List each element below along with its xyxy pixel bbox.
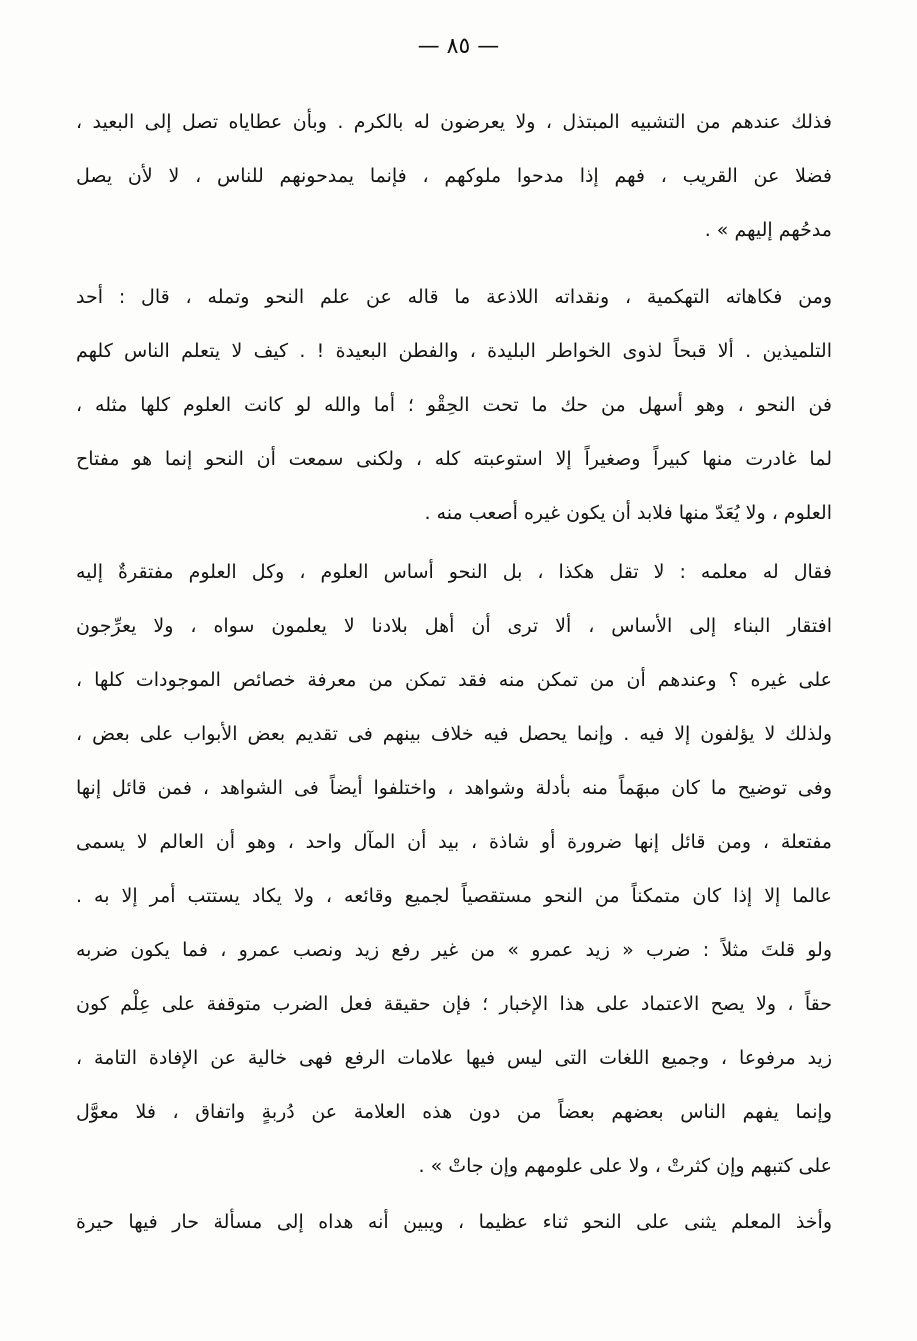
paragraph-4 [76, 1195, 832, 1249]
text-line: فقال له معلمه : لا تقل هكذا ، بل النحو أساس العلوم ، وكل العلوم مفتقرةٌ إليه [76, 561, 832, 583]
text-line: مفتعلة ، ومن قائل إنها ضرورة أو شاذة ، بيد أن المآل واحد ، وهو أن العالم لا يسمى [76, 831, 832, 853]
text-line: على غيره ؟ وعندهم أن من تمكن منه فقد تمكن من معرفة خصائص الموجودات كلها ، [76, 669, 832, 691]
text-line: حقاً ، ولا يصح الاعتماد على هذا الإخبار ؛ فإن حقيقة فعل الضرب متوقفة على عِلْم كون [76, 993, 832, 1015]
text-line: فضلا عن القريب ، فهم إذا مدحوا ملوكهم ، فإنما يمدحونهم للناس ، لا لأن يصل [76, 165, 832, 187]
text-line: ومن فكاهاته التهكمية ، ونقداته اللاذعة ما قاله عن علم النحو وتمله ، قال : أحد [76, 286, 832, 308]
text-line: العلوم ، ولا يُعَدّ منها فلابد أن يكون غيره أصعب منه . [424, 502, 832, 524]
text-line: ولو قلتَ مثلاً : ضرب « زيد عمرو » من غير رفع زيد ونصب عمرو ، فما يكون ضربه [76, 939, 832, 961]
paragraph-2 [76, 270, 832, 540]
text-line: وفى توضيح ما كان مبهَماً منه بأدلة وشواهد ، واختلفوا أيضاً فى الشواهد ، فمن قائل إنها [76, 777, 832, 799]
paragraph-1 [76, 95, 832, 257]
text-line: زيد مرفوعا ، وجميع اللغات التى ليس فيها علامات الرفع فهى خالية عن الإفادة التامة ، [76, 1047, 832, 1069]
text-line: ولذلك لا يؤلفون إلا فيه . وإنما يحصل فيه خلاف بينهم فى تقديم بعض الأبواب على بعض ، [76, 723, 832, 745]
text-line: التلميذين . ألا قبحاً لذوى الخواطر البليدة ، والفطن البعيدة ! . كيف لا يتعلم الناس كلهم [76, 340, 832, 362]
text-line: على كتبهم وإن كثرتْ ، ولا على علومهم وإن جاتْ » . [418, 1155, 832, 1177]
text-line: افتقار البناء إلى الأساس ، ألا ترى أن أهل بلادنا لا يعلمون سواه ، ولا يعرِّجون [76, 615, 832, 637]
text-line: وأخذ المعلم يثنى على النحو ثناء عظيما ، ويبين أنه هداه إلى مسألة حار فيها حيرة [76, 1211, 832, 1233]
paragraph-3 [76, 545, 832, 1193]
text-line: فن النحو ، وهو أسهل من حك ما تحت الحِقْو ؛ أما والله لو كانت العلوم كلها مثله ، [76, 394, 832, 416]
text-line: عالما إلا إذا كان متمكناً من النحو مستقصياً لجميع وقائعه ، ولا يكاد يستتب أمر إلا به . [76, 885, 832, 907]
text-line: لما غادرت منها كبيراً وصغيراً إلا استوعبته كله ، ولكنى سمعت أن النحو إنما هو مفتاح [76, 448, 832, 470]
page-number: — ٨٥ — [417, 34, 500, 59]
text-line: فذلك عندهم من التشبيه المبتذل ، ولا يعرضون له بالكرم . وبأن عطاياه تصل إلى البعيد ، [76, 111, 832, 133]
text-line: مدحُهم إليهم » . [704, 219, 832, 241]
text-line: وإنما يفهم الناس بعضهم بعضاً من دون هذه العلامة عن دُربةٍ واتفاق ، فلا معوَّل [76, 1101, 832, 1123]
